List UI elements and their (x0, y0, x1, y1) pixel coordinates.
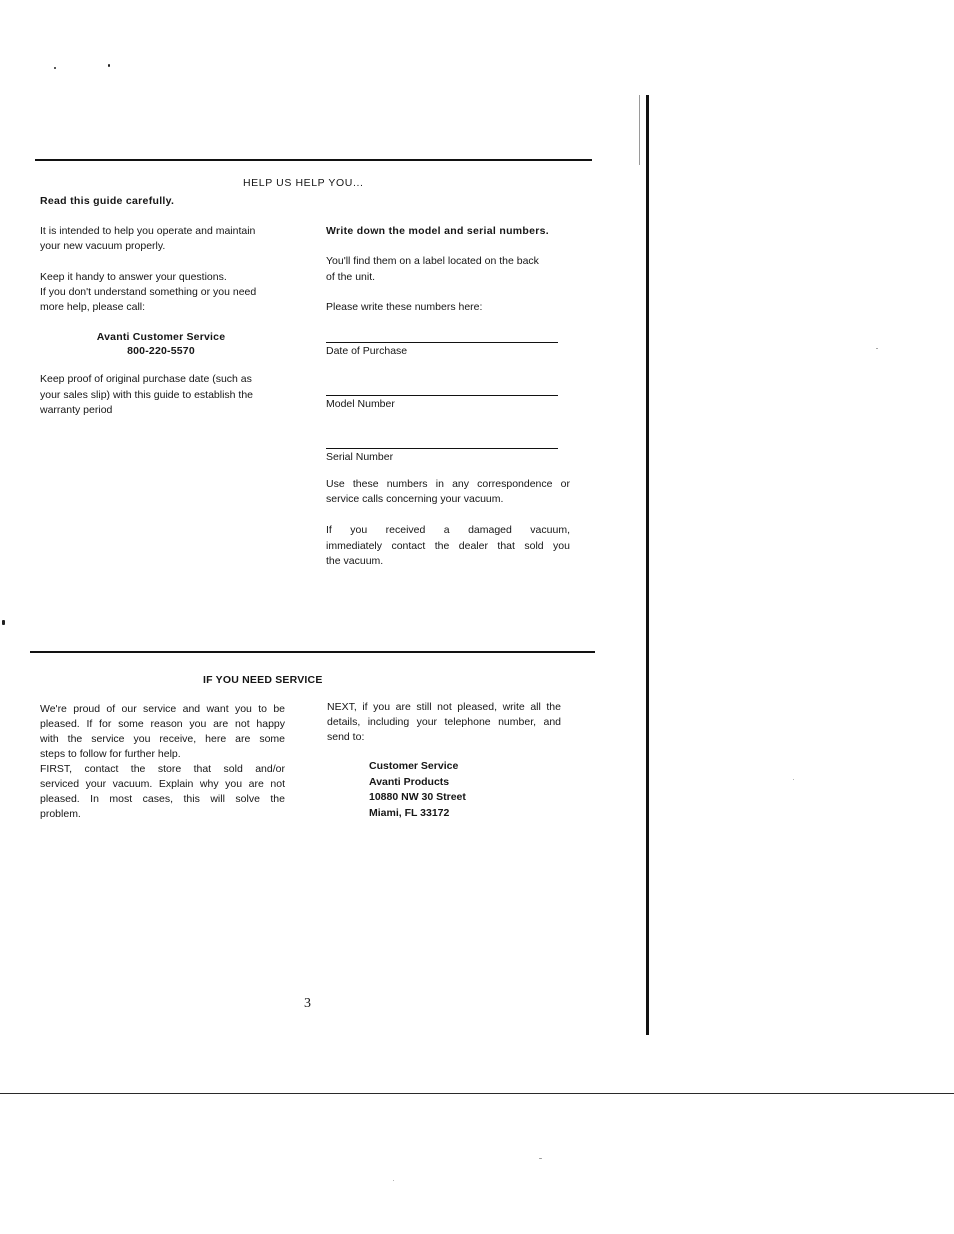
scan-speck (54, 67, 56, 69)
text-line: Keep it handy to answer your questions. (40, 271, 227, 283)
model-number-blank-line (326, 395, 558, 396)
binding-edge-line (646, 95, 649, 1035)
scan-speck (2, 620, 5, 625)
text-line: If you don't understand something or you need (40, 286, 257, 298)
service-steps-paragraph (40, 702, 285, 822)
text-line: Keep proof of original purchase date (such as (40, 373, 252, 385)
text-line: immediately contact the dealer that sold you (326, 539, 570, 552)
middle-divider (30, 651, 595, 653)
serial-number-label: Serial Number (326, 451, 394, 463)
top-divider (35, 159, 592, 161)
text-line: NEXT, if you are still not pleased, write all the (327, 701, 561, 713)
serial-number-blank-line (326, 448, 558, 449)
contact-phone: 800-220-5570 (127, 345, 195, 357)
text-line: We're proud of our service and want you to be (40, 703, 285, 715)
binding-edge-thin-line (639, 95, 640, 165)
scan-speck (876, 348, 878, 349)
contact-name: Avanti Customer Service (96, 331, 226, 343)
page-number: 3 (304, 996, 311, 1011)
text-line: your new vacuum properly. (40, 240, 166, 252)
handy-paragraph (40, 270, 285, 315)
text-line: serviced your vacuum. Explain why you are not (40, 778, 285, 790)
proof-paragraph (40, 372, 285, 419)
text-line: steps to follow for further help. (40, 748, 181, 760)
text-line: It is intended to help you operate and maintain (40, 225, 256, 237)
text-line: send to: (327, 731, 365, 743)
bottom-page-edge-line (0, 1093, 954, 1094)
text-line: of the unit. (326, 271, 376, 283)
text-line: more help, please call: (40, 301, 146, 313)
scan-speck (393, 1180, 394, 1181)
text-line: the vacuum. (326, 555, 384, 567)
write-here-text: Please write these numbers here: (326, 301, 483, 313)
service-heading: IF YOU NEED SERVICE (203, 674, 323, 686)
damaged-vacuum-paragraph (326, 523, 570, 570)
text-line: If you received a damaged vacuum, (326, 524, 570, 536)
text-line: problem. (40, 808, 81, 820)
text-line: details, including your telephone number, and (327, 716, 561, 728)
customer-service-contact (40, 330, 282, 358)
date-of-purchase-label: Date of Purchase (326, 345, 408, 357)
text-line: Use these numbers in any correspondence or (326, 478, 570, 490)
scan-speck (108, 64, 110, 67)
address-city: Miami, FL 33172 (369, 807, 450, 820)
scan-speck (539, 1158, 542, 1159)
address-company: Avanti Products (369, 775, 450, 788)
help-heading: HELP US HELP YOU... (243, 177, 364, 189)
mailing-address (369, 759, 466, 822)
intended-paragraph (40, 224, 285, 254)
write-down-heading: Write down the model and serial numbers. (326, 225, 550, 237)
next-step-paragraph (327, 700, 561, 745)
read-guide-heading: Read this guide carefully. (40, 195, 175, 207)
address-department: Customer Service (369, 760, 459, 772)
model-number-label: Model Number (326, 398, 395, 410)
scan-speck (793, 779, 794, 780)
use-numbers-paragraph (326, 477, 570, 507)
text-line: You'll find them on a label located on the back (326, 255, 539, 267)
date-of-purchase-blank-line (326, 342, 558, 343)
text-line: FIRST, contact the store that sold and/or (40, 763, 285, 775)
address-street: 10880 NW 30 Street (369, 791, 466, 804)
text-line: your sales slip) with this guide to establish the (40, 388, 254, 401)
text-line: pleased. In most cases, this will solve the (40, 793, 285, 805)
text-line: warranty period (40, 404, 113, 416)
text-line: with the service you receive, here are some (40, 733, 285, 745)
text-line: pleased. If for some reason you are not happy (40, 718, 285, 730)
text-line: service calls concerning your vacuum. (326, 493, 504, 505)
label-location-paragraph (326, 253, 570, 285)
